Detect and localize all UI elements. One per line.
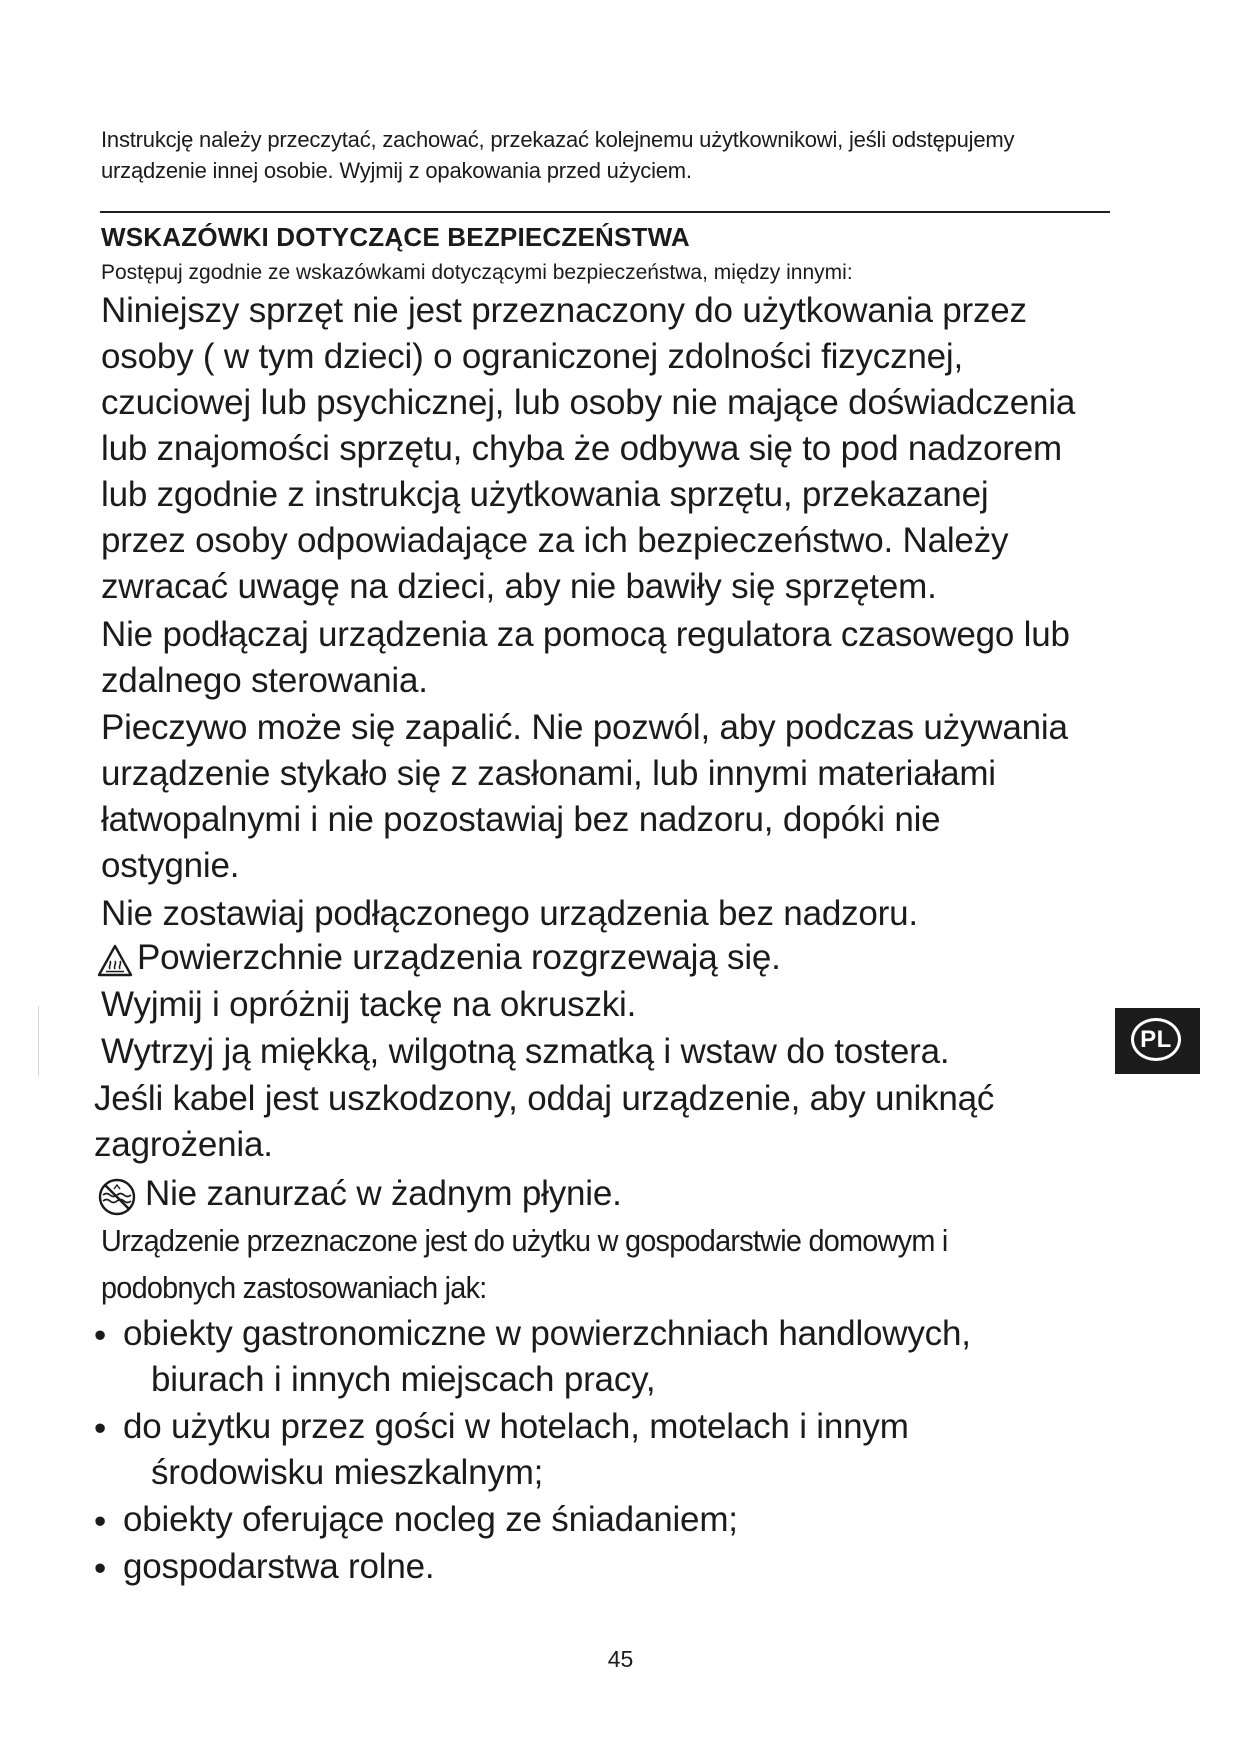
paragraph-10-line-2: podobnych zastosowaniach jak: (101, 1270, 487, 1305)
bullet-marker: • (94, 1549, 107, 1588)
bullet-marker: • (94, 1409, 107, 1448)
paragraph-8-line-2: zagrożenia. (94, 1125, 273, 1164)
paragraph-1-line-7: zwracać uwagę na dzieci, aby nie bawiły się sprzętem. (101, 567, 937, 606)
list-item-line-1: gospodarstwa rolne. (123, 1547, 435, 1586)
paragraph-3-line-1: Pieczywo może się zapalić. Nie pozwól, aby podczas używania (101, 708, 1068, 747)
paragraph-2-line-2: zdalnego sterowania. (101, 661, 428, 700)
paragraph-1-line-6: przez osoby odpowiadające za ich bezpieczeństwo. Należy (101, 521, 1009, 560)
paragraph-5: Powierzchnie urządzenia rozgrzewają się. (137, 938, 781, 977)
intro-line-1: Instrukcję należy przeczytać, zachować, przekazać kolejnemu użytkownikowi, jeśli odstępujemy (101, 127, 1015, 152)
paragraph-4: Nie zostawiaj podłączonego urządzenia bez nadzoru. (101, 894, 918, 933)
bullet-marker: • (94, 1316, 107, 1355)
intro-text (101, 124, 1101, 186)
list-item-line-1: obiekty gastronomiczne w powierzchniach handlowych, (123, 1314, 971, 1353)
section-divider (100, 211, 1110, 213)
page-number: 45 (607, 1646, 634, 1672)
paragraph-9: Nie zanurzać w żadnym płynie. (145, 1174, 622, 1213)
margin-mark (38, 1006, 39, 1076)
list-item-line-1: do użytku przez gości w hotelach, motelach i innym (123, 1407, 909, 1446)
bullet-marker: • (94, 1502, 107, 1541)
list-item-line-2: biurach i innych miejscach pracy, (151, 1360, 656, 1399)
language-tab (1115, 1008, 1200, 1074)
paragraph-3-line-4: ostygnie. (101, 846, 240, 885)
section-heading: WSKAZÓWKI DOTYCZĄCE BEZPIECZEŃSTWA (101, 222, 690, 252)
paragraph-2-line-1: Nie podłączaj urządzenia za pomocą regulatora czasowego lub (101, 615, 1070, 654)
list-item-line-2: środowisku mieszkalnym; (151, 1453, 544, 1492)
language-badge-label: PL (1131, 1018, 1181, 1061)
paragraph-1-line-1: Niniejszy sprzęt nie jest przeznaczony do użytkowania przez (101, 291, 1027, 330)
paragraph-8-line-1: Jeśli kabel jest uszkodzony, oddaj urządzenie, aby uniknąć (94, 1079, 995, 1118)
paragraph-1-line-5: lub zgodnie z instrukcją użytkowania sprzętu, przekazanej (101, 475, 989, 514)
paragraph-3-line-2: urządzenie stykało się z zasłonami, lub innymi materiałami (101, 754, 996, 793)
paragraph-1-line-4: lub znajomości sprzętu, chyba że odbywa się to pod nadzorem (101, 429, 1062, 468)
paragraph-3-line-3: łatwopalnymi i nie pozostawiaj bez nadzoru, dopóki nie (101, 800, 941, 839)
section-subheading: Postępuj zgodnie ze wskazówkami dotyczącymi bezpieczeństwa, między innymi: (101, 261, 853, 284)
no-immersion-icon (97, 1177, 137, 1222)
paragraph-10-line-1: Urządzenie przeznaczone jest do użytku w gospodarstwie domowym i (101, 1223, 948, 1258)
intro-line-2: urządzenie innej osobie. Wyjmij z opakowania przed użyciem. (101, 158, 692, 183)
paragraph-6: Wyjmij i opróżnij tackę na okruszki. (101, 985, 637, 1024)
paragraph-1-line-3: czuciowej lub psychicznej, lub osoby nie mające doświadczenia (101, 383, 1076, 422)
paragraph-7: Wytrzyj ją miękką, wilgotną szmatką i wstaw do tostera. (101, 1032, 950, 1071)
hot-surface-warning-icon (97, 944, 133, 983)
paragraph-1-line-2: osoby ( w tym dzieci) o ograniczonej zdolności fizycznej, (101, 337, 964, 376)
list-item-line-1: obiekty oferujące nocleg ze śniadaniem; (123, 1500, 738, 1539)
